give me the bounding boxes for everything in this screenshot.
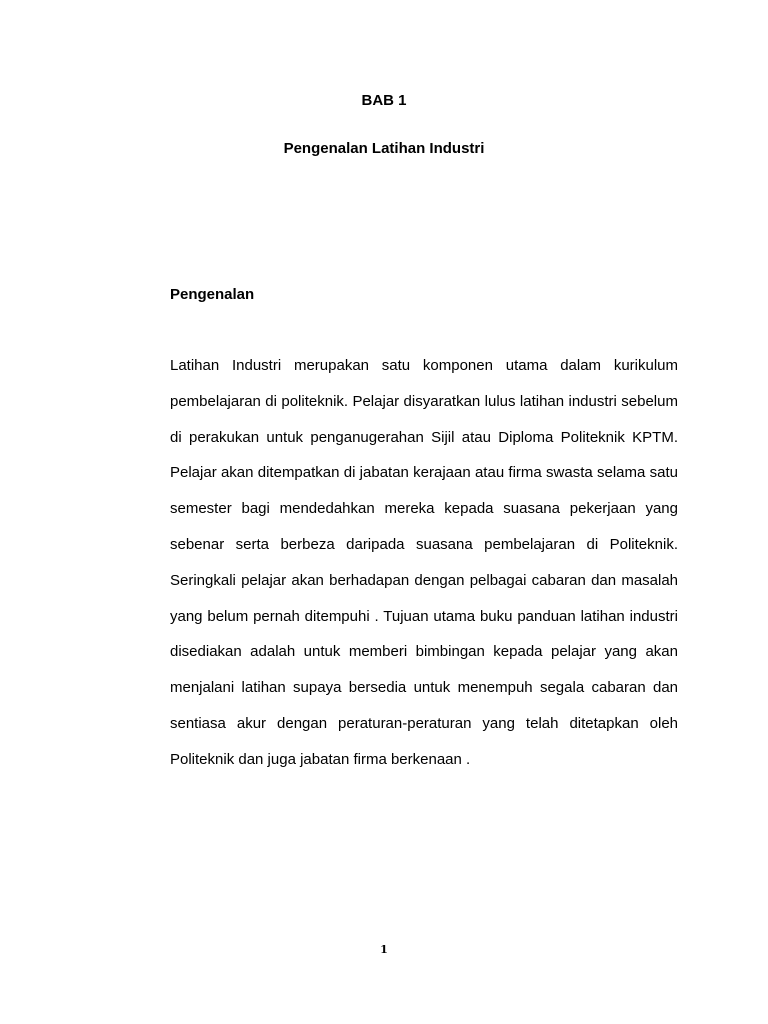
paragraph-line: pembelajaran di politeknik. Pelajar disyaratkan lulus latihan industri sebelum <box>170 392 678 410</box>
paragraph-line: Latihan Industri merupakan satu komponen utama dalam kurikulum <box>170 357 679 374</box>
body-paragraph <box>170 356 678 786</box>
paragraph-line: sentiasa akur dengan peraturan-peraturan yang telah ditetapkan oleh <box>170 714 678 732</box>
section-heading: Pengenalan <box>170 286 255 303</box>
page-number: 1 <box>380 943 388 956</box>
chapter-title: Pengenalan Latihan Industri <box>283 140 485 157</box>
paragraph-line: semester bagi mendedahkan mereka kepada suasana pekerjaan yang <box>170 500 678 518</box>
chapter-label: BAB 1 <box>361 92 407 109</box>
paragraph-line: yang belum pernah ditempuhi . Tujuan utama buku panduan latihan industri <box>170 607 678 625</box>
paragraph-line: Politeknik dan juga jabatan firma berkenaan . <box>170 750 471 768</box>
paragraph-line: menjalani latihan supaya bersedia untuk menempuh segala cabaran dan <box>170 679 679 697</box>
paragraph-line: sebenar serta berbeza daripada suasana pembelajaran di Politeknik. <box>170 535 678 553</box>
paragraph-line: di perakukan untuk penganugerahan Sijil atau Diploma Politeknik KPTM. <box>170 428 678 446</box>
paragraph-line: Pelajar akan ditempatkan di jabatan kerajaan atau firma swasta selama satu <box>170 464 678 482</box>
paragraph-line: disediakan adalah untuk memberi bimbingan kepada pelajar yang akan <box>170 643 678 661</box>
paragraph-line: Seringkali pelajar akan berhadapan dengan pelbagai cabaran dan masalah <box>170 571 679 589</box>
